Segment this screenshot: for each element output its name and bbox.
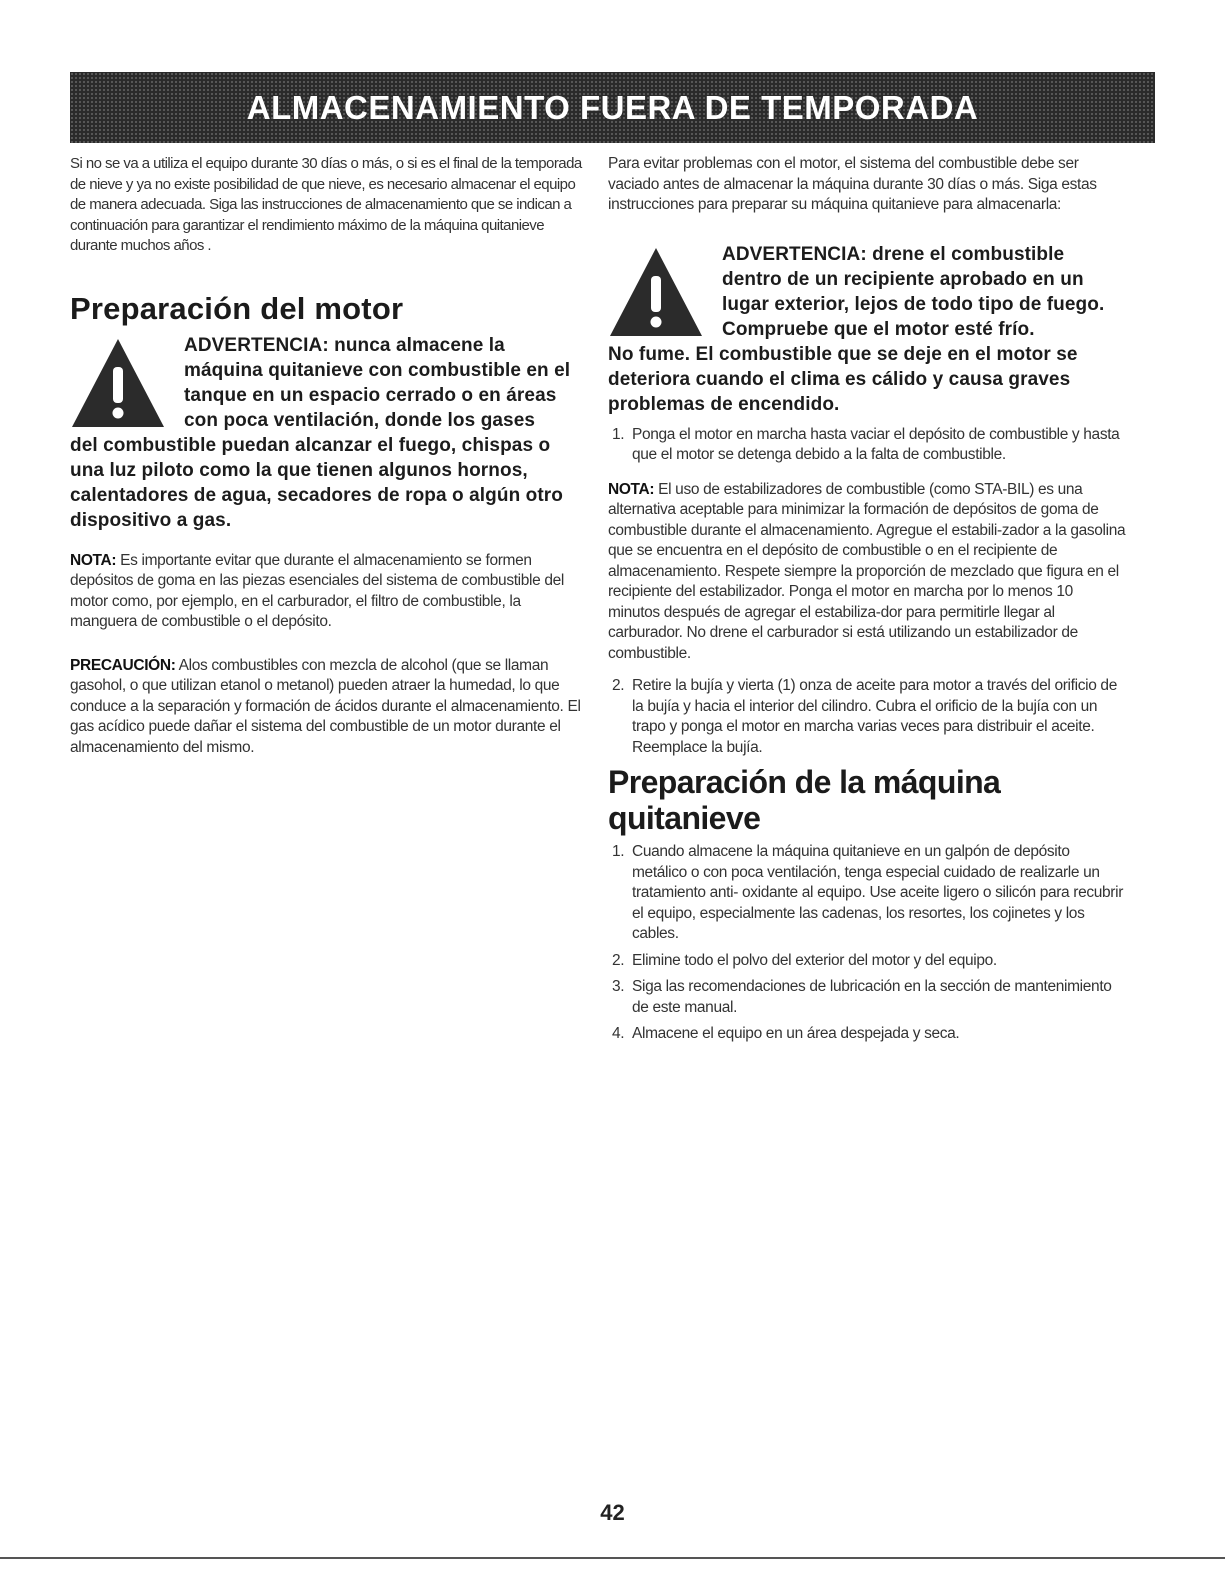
fuel-warning <box>608 242 1128 417</box>
list-item <box>608 842 1128 945</box>
list-item <box>608 951 1128 972</box>
note-text: Es importante evitar que durante el almacenamiento se formen depósitos de goma en las piezas esenciales del sistema de combustible del motor como, por ejemplo, en el carburador, el filtro de combustible, la manguera de combustible o el depósito. <box>70 551 565 630</box>
snowblower-steps-list <box>608 842 1128 1045</box>
right-column <box>608 154 1128 1051</box>
caution-text: Alos combustibles con mezcla de alcohol (que se llaman gasohol, o que utilizan etanol o metanol) pueden atraer la humedad, lo que conduce a la separación y formación de ácidos durante el almacenamiento. El gas acídico puede dañar el sistema del combustible de un motor durante el almacenamiento del mismo. <box>70 656 581 756</box>
step-number: 3. <box>612 978 625 995</box>
engine-warning-full: del combustible puedan alcanzar el fuego, chispas o una luz piloto como la que tienen algunos hornos, calentadores de agua, secadores de ropa o algún otro dispositivo a gas. <box>70 434 564 531</box>
right-intro-paragraph: Para evitar problemas con el motor, el sistema del combustible debe ser vaciado antes de almacenar la máquina durante 30 días o más. Siga estas instrucciones para preparar su máquina quitanieve para almacenarla: <box>608 155 1097 213</box>
step-text: Almacene el equipo en un área despejada y seca. <box>632 1025 960 1042</box>
page-number: 42 <box>600 1500 625 1525</box>
page-title: ALMACENAMIENTO FUERA DE TEMPORADA <box>246 89 979 126</box>
bottom-divider <box>0 1557 1225 1559</box>
note-label: NOTA: <box>608 480 655 498</box>
warning-triangle-icon <box>608 246 704 338</box>
list-item <box>608 425 1128 466</box>
step-number: 1. <box>612 843 625 860</box>
warning-triangle-icon <box>70 337 166 429</box>
left-column <box>70 154 582 758</box>
section-banner <box>70 72 1155 143</box>
left-note-paragraph <box>70 551 582 633</box>
step-text: Retire la bujía y vierta (1) onza de aceite para motor a través del orificio de la bujía y hacia el interior del cilindro. Cubra el orificio de la bujía con un trapo y ponga el motor en marcha varias veces para distribuir el aceite. Reemplace la bujía. <box>632 677 1117 756</box>
engine-warning <box>70 333 582 533</box>
left-intro-paragraph: Si no se va a utiliza el equipo durante 30 días o más, o si es el final de la temporada de nieve y ya no existe posibilidad de que nieve, es necesario almacenar el equipo de manera adecuada. Siga las instrucciones de almacenamiento que se indican a continuación para garantizar el rendimiento máximo de la máquina quitanieve durante muchos años . <box>70 155 582 254</box>
step-number: 1. <box>612 425 625 443</box>
step-number: 4. <box>612 1025 625 1042</box>
engine-prep-title: Preparación del motor <box>70 290 404 326</box>
caution-label: PRECAUCIÓN: <box>70 656 176 674</box>
step-text: Siga las recomendaciones de lubricación en la sección de mantenimiento de este manual. <box>632 978 1112 1016</box>
fuel-warning-full: No fume. El combustible que se deje en el motor se deteriora cuando el clima es cálido y causa graves problemas de encendido. <box>608 343 1078 415</box>
step-text: Elimine todo el polvo del exterior del motor y del equipo. <box>632 951 997 969</box>
note-text: El uso de estabilizadores de combustible (como STA-BIL) es una alternativa aceptable para minimizar la formación de depósitos de goma de combustible durante el almacenamiento. Agregue el estabili-zador a la gasolina que se encuentra en el depósito de combustible o en el recipiente de almacenamiento. Respete siempre la proporción de mezclado que figura en el recipiente del estabilizador. Ponga el motor en marcha por lo menos 10 minutos después de agregar el estabiliza-dor para permitirle llegar al carburador. No drene el carburador si está utilizando un estabilizador de combustible. <box>608 480 1126 662</box>
note-label: NOTA: <box>70 551 117 569</box>
snowblower-prep-title: Preparación de la máquina quitanieve <box>608 764 1001 836</box>
step-text: Ponga el motor en marcha hasta vaciar el depósito de combustible y hasta que el motor se detenga debido a la falta de combustible. <box>632 425 1120 463</box>
list-item <box>608 977 1128 1018</box>
fuel-steps-list <box>608 425 1128 466</box>
right-note-paragraph <box>608 480 1128 665</box>
oil-steps-list <box>608 676 1128 758</box>
list-item <box>608 676 1128 758</box>
step-number: 2. <box>612 677 625 694</box>
fuel-warning-indented: ADVERTENCIA: drene el combustible dentro de un recipiente aprobado en un lugar exterior, lejos de todo tipo de fuego. Compruebe que el motor esté frío. <box>722 243 1105 340</box>
list-item <box>608 1024 1128 1045</box>
step-text: Cuando almacene la máquina quitanieve en un galpón de depósito metálico o con poca ventilación, tenga especial cuidado de realizarle un tratamiento anti- oxidante al equipo. Use aceite ligero o silicón para recubrir el equipo, especialmente las cadenas, los resortes, los cojinetes y los cables. <box>632 843 1124 942</box>
step-number: 2. <box>612 951 625 969</box>
engine-warning-indented: ADVERTENCIA: nunca almacene la máquina quitanieve con combustible en el tanque en un espacio cerrado o en áreas con poca ventilación, donde los gases <box>184 334 571 431</box>
caution-paragraph <box>70 656 582 759</box>
